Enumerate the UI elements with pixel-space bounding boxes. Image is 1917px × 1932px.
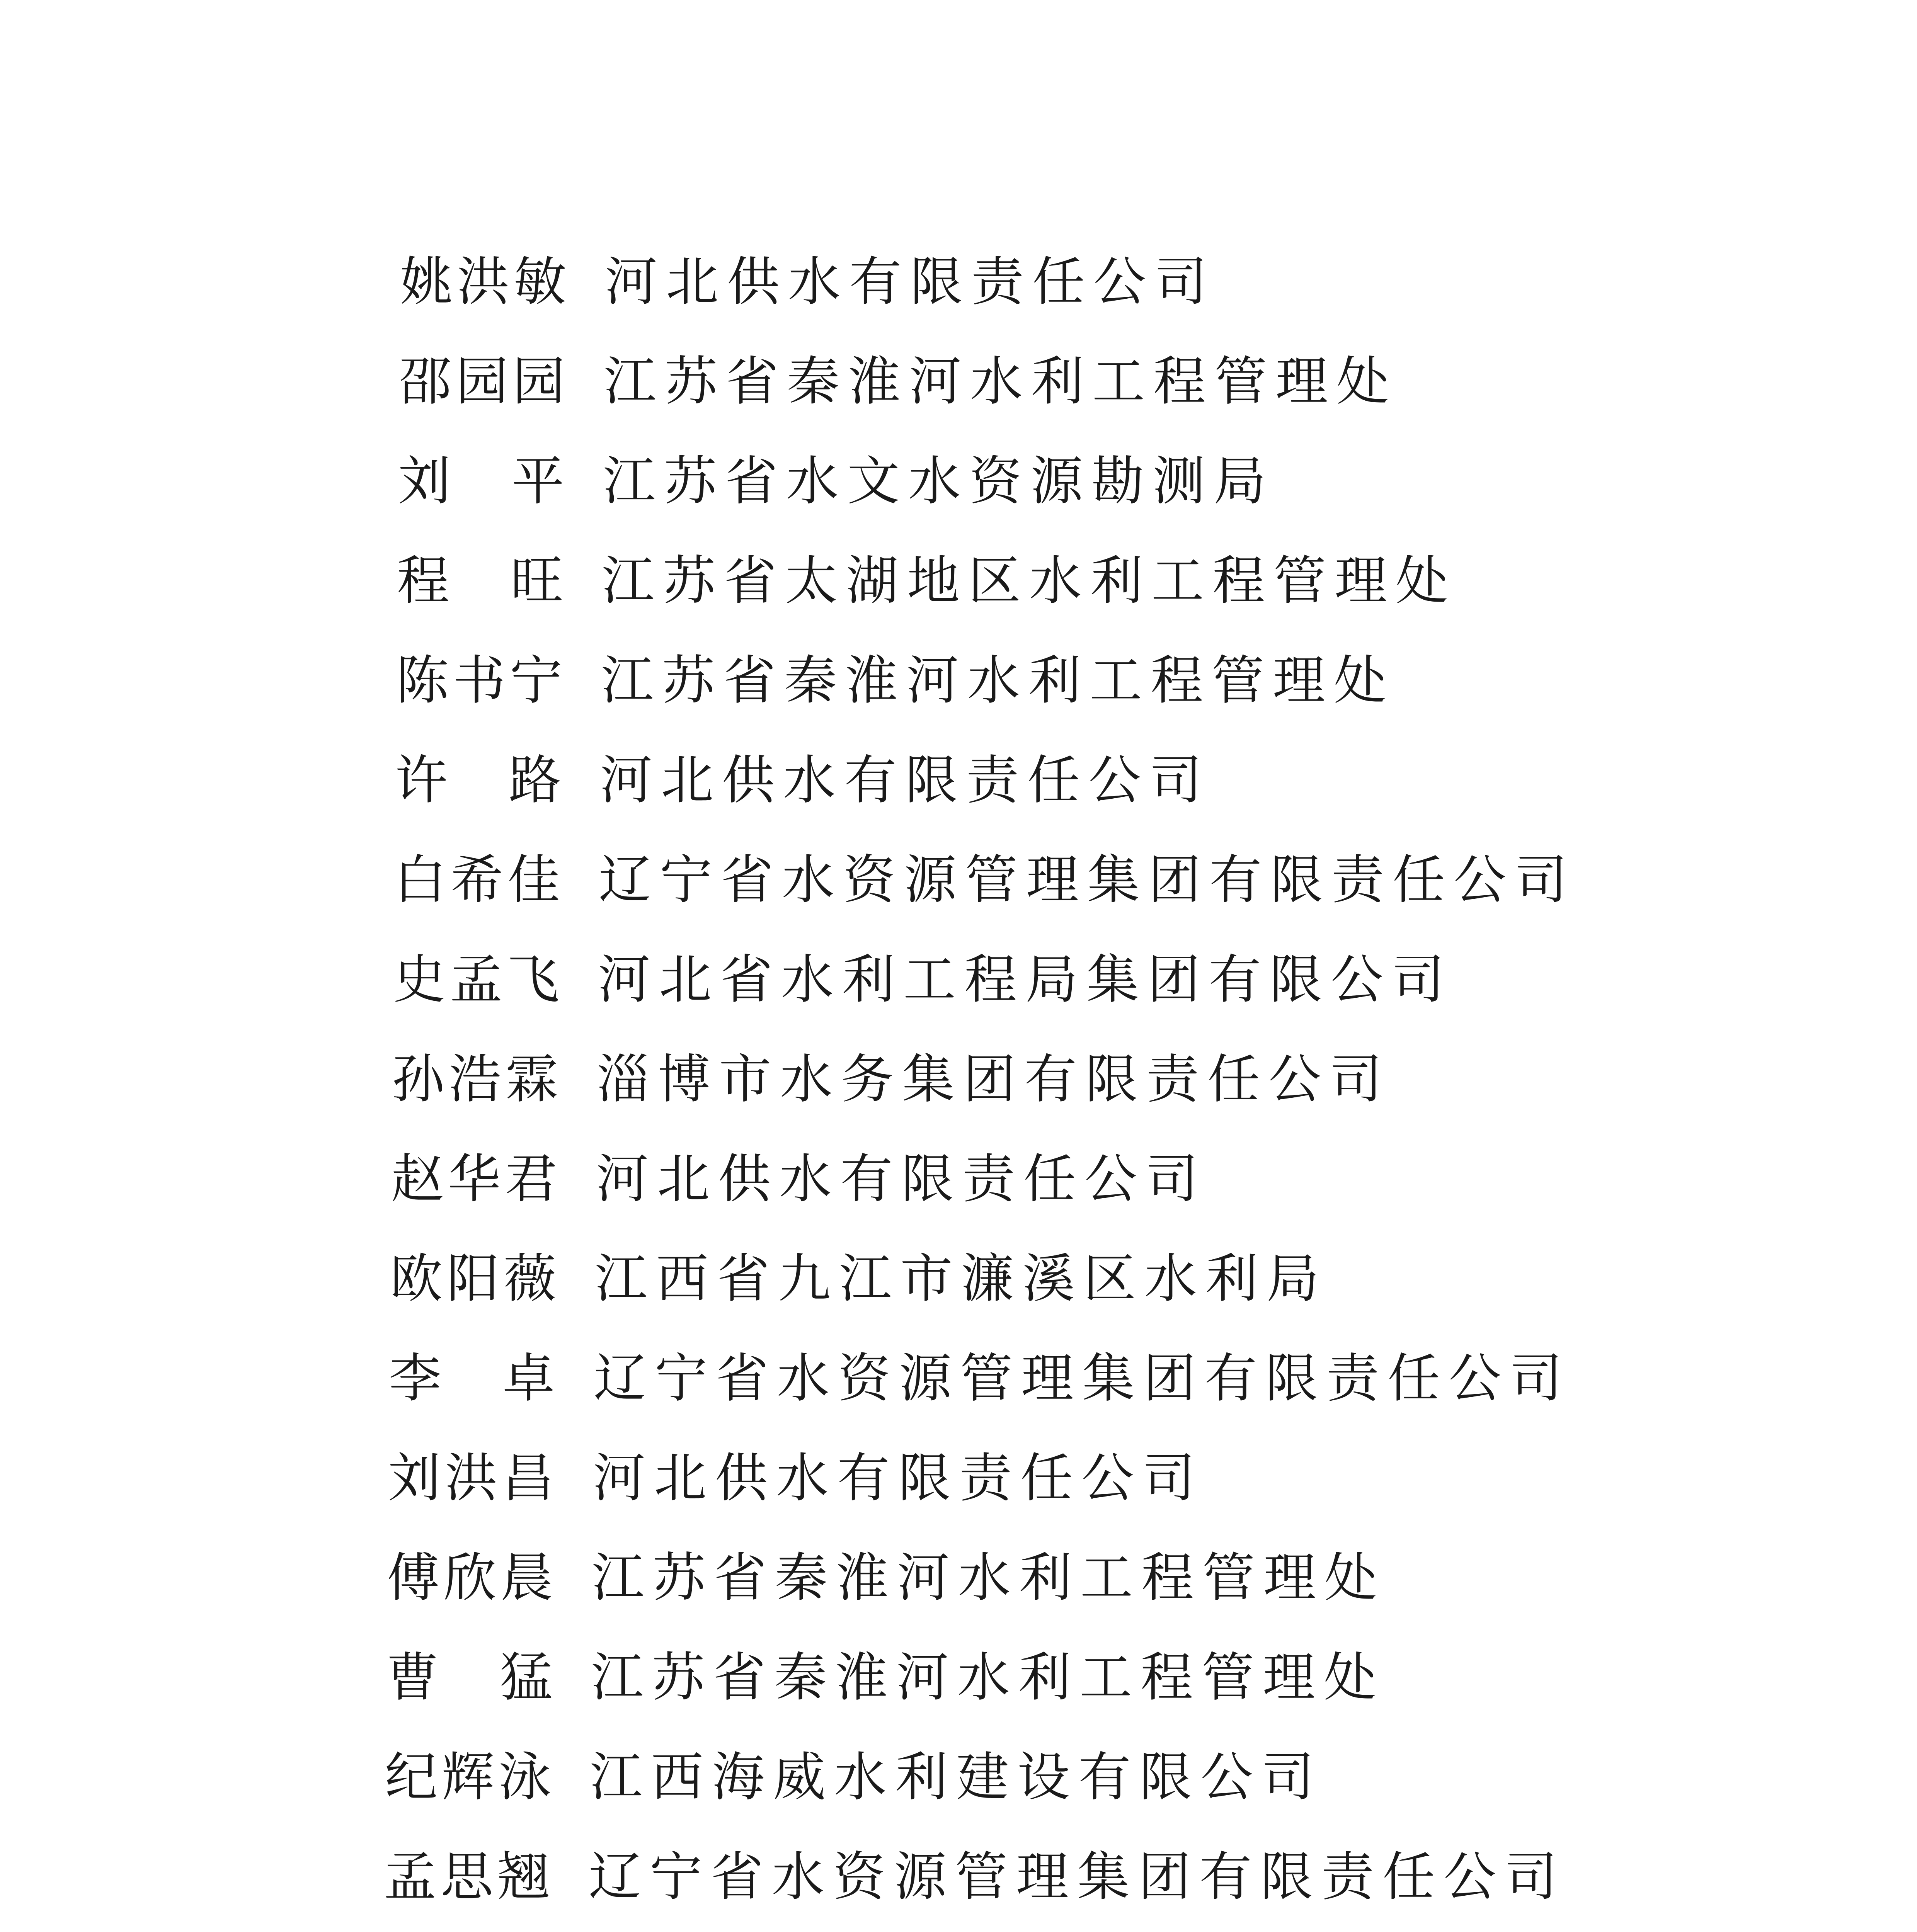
- person-name: 刘平: [398, 451, 564, 512]
- organization-name: 江西省九江市濂溪区水利局: [595, 1248, 1328, 1310]
- person-name: 欧阳薇: [390, 1248, 556, 1310]
- organization-name: 河北省水利工程局集团有限公司: [598, 949, 1453, 1010]
- person-name: 孟思翘: [384, 1847, 550, 1908]
- person-name: 史孟飞: [393, 949, 559, 1010]
- person-name: 白希佳: [394, 850, 560, 911]
- person-name: 程旺: [397, 551, 563, 612]
- person-name: 许路: [395, 750, 561, 811]
- person-name: 姚洪敏: [400, 252, 566, 313]
- organization-name: 辽宁省水资源管理集团有限责任公司: [599, 850, 1576, 911]
- person-name: 陈书宁: [396, 650, 562, 711]
- person-name: 刘洪昌: [388, 1448, 554, 1509]
- person-name: 曹猛: [386, 1647, 552, 1708]
- person-name: 李卓: [389, 1348, 555, 1409]
- organization-name: 江苏省太湖地区水利工程管理处: [602, 551, 1457, 612]
- person-name: 傅欣晨: [387, 1548, 553, 1609]
- person-name: 赵华君: [391, 1149, 557, 1210]
- organization-name: 河北供水有限责任公司: [600, 750, 1210, 811]
- organization-name: 江苏省秦淮河水利工程管理处: [591, 1647, 1385, 1708]
- organization-name: 辽宁省水资源管理集团有限责任公司: [589, 1847, 1566, 1908]
- organization-name: 江苏省秦淮河水利工程管理处: [604, 351, 1398, 412]
- organization-name: 江苏省水文水资源勘测局: [603, 451, 1275, 512]
- organization-name: 河北供水有限责任公司: [596, 1149, 1207, 1210]
- organization-name: 江苏省秦淮河水利工程管理处: [592, 1548, 1386, 1609]
- organization-name: 辽宁省水资源管理集团有限责任公司: [594, 1348, 1571, 1409]
- organization-name: 江苏省秦淮河水利工程管理处: [601, 650, 1395, 711]
- person-name: 邵园园: [399, 351, 565, 412]
- organization-name: 河北供水有限责任公司: [605, 252, 1216, 313]
- person-name: 纪辉泳: [385, 1747, 551, 1808]
- organization-name: 河北供水有限责任公司: [593, 1448, 1204, 1509]
- organization-name: 江西海威水利建设有限公司: [590, 1747, 1323, 1808]
- person-name: 孙浩霖: [392, 1049, 558, 1110]
- organization-name: 淄博市水务集团有限责任公司: [597, 1049, 1391, 1110]
